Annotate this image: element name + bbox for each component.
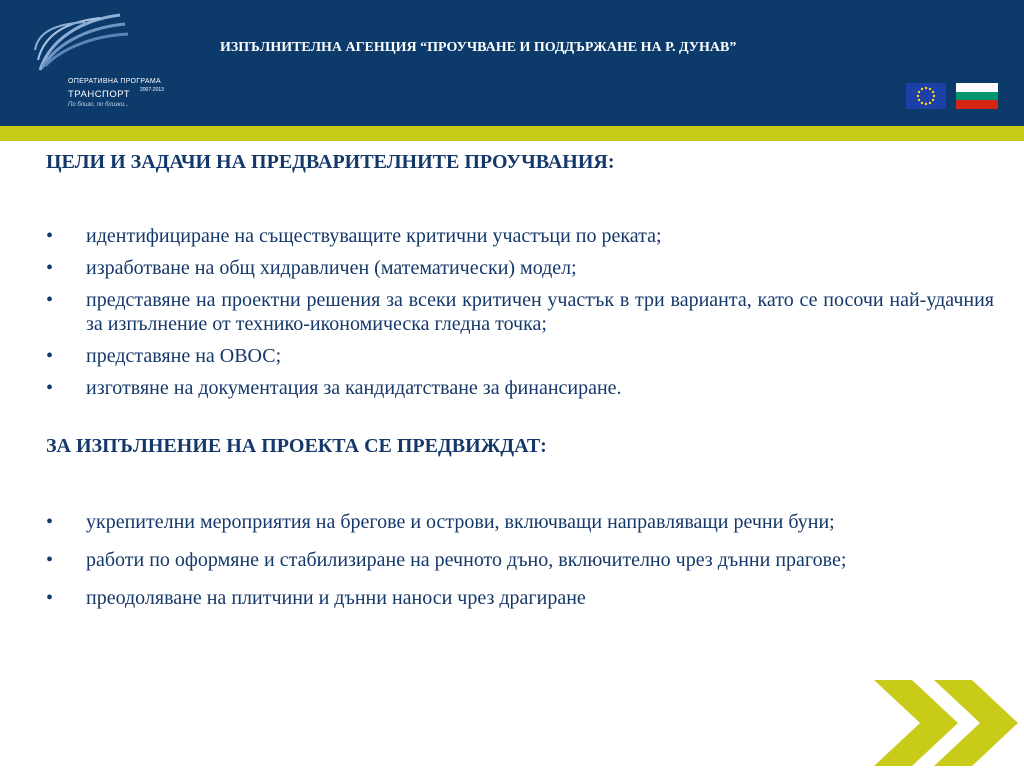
bullet-icon: •	[46, 345, 54, 367]
section2-heading: ЗА ИЗПЪЛНЕНИЕ НА ПРОЕКТА СЕ ПРЕДВИЖДАТ:	[46, 435, 547, 457]
slide-content	[46, 150, 994, 622]
logo-years: 2007-2013	[140, 87, 164, 93]
bullet-icon: •	[46, 257, 54, 279]
list-item: • укрепителни мероприятия на брегове и острови, включващи направляващи речни буни;	[46, 508, 994, 536]
double-chevron-right-icon	[872, 678, 1024, 768]
eu-flag-icon	[906, 83, 946, 109]
program-logo	[30, 10, 180, 120]
accent-band	[0, 126, 1024, 141]
logo-program-label: ОПЕРАТИВНА ПРОГРАМА	[68, 78, 161, 85]
list-item: • изготвяне на документация за кандидатстване за финансиране.	[46, 377, 622, 399]
list-item: • работи по оформяне и стабилизиране на речното дъно, включително чрез дънни прагове;	[46, 546, 994, 574]
bullet-icon: •	[46, 377, 54, 399]
bulgaria-flag-icon	[956, 83, 998, 109]
bullet-icon: •	[46, 225, 54, 247]
list-item: • представяне на проектни решения за всеки критичен участък в три варианта, като се посочи най-удачния за изпълнение от технико-икономическа гледна точка;	[46, 289, 994, 335]
bullet-icon: •	[46, 511, 54, 533]
header-bar	[0, 0, 1024, 126]
bullet-icon: •	[46, 289, 54, 311]
list-item: • идентифициране на съществуващите критични участъци по реката;	[46, 225, 662, 247]
logo-tagline: По близо, по близки...	[68, 102, 129, 108]
section1-heading: ЦЕЛИ И ЗАДАЧИ НА ПРЕДВАРИТЕЛНИТЕ ПРОУЧВАНИЯ:	[46, 151, 615, 173]
bullet-icon: •	[46, 587, 54, 609]
section2-list	[46, 508, 994, 612]
agency-title: ИЗПЪЛНИТЕЛНА АГЕНЦИЯ “ПРОУЧВАНЕ И ПОДДЪРЖАНЕ НА Р. ДУНАВ”	[220, 40, 737, 55]
swirl-logo-icon	[30, 10, 140, 80]
logo-transport-label: ТРАНСПОРТ	[68, 89, 130, 100]
section1-list	[46, 224, 994, 400]
list-item: • изработване на общ хидравличен (математически) модел;	[46, 257, 577, 279]
bullet-icon: •	[46, 549, 54, 571]
list-item: • преодоляване на плитчини и дънни наноси чрез драгиране	[46, 584, 994, 612]
list-item: • представяне на ОВОС;	[46, 345, 282, 367]
